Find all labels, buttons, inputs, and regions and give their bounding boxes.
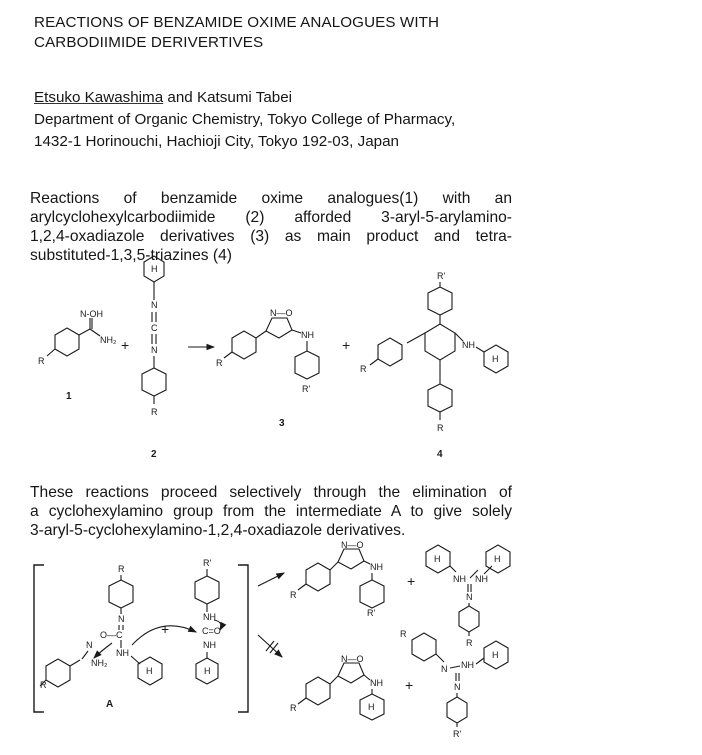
r-label: R	[290, 590, 297, 600]
summary-line-2: a cyclohexylamino group from the intermediate A to give solely	[30, 503, 512, 520]
r-label: R	[38, 356, 45, 366]
upper-arrow	[258, 573, 284, 586]
benzene-ring	[412, 633, 436, 661]
c-label: C	[151, 323, 158, 333]
r-prime-label: R'	[203, 558, 212, 568]
r-label: R	[466, 638, 473, 648]
n-label: N	[441, 664, 448, 674]
product-upper-guanidine	[426, 545, 510, 648]
h-label: H	[494, 554, 501, 564]
h-label: H	[492, 354, 499, 364]
abstract-line-3: 1,2,4-oxadiazole derivatives (3) as main product and tetra-	[30, 228, 512, 245]
benzene-ring	[46, 659, 70, 687]
compound-3	[216, 308, 319, 429]
title-line-2: CARBODIIMIDE DERIVERTIVES	[34, 34, 264, 51]
benzene-ring	[360, 580, 384, 608]
affiliation-line-1: Department of Organic Chemistry, Tokyo College of Pharmacy,	[34, 111, 456, 128]
compound-1-number: 1	[66, 391, 72, 402]
benzene-ring	[428, 287, 452, 315]
compound-3-number: 3	[279, 418, 285, 429]
benzene-ring	[459, 606, 479, 632]
curved-arrow	[94, 643, 112, 658]
r-label: R	[216, 358, 223, 368]
abstract-line-2: arylcyclohexylcarbodiimide (2) afforded 3-aryl-5-arylamino-	[30, 209, 512, 226]
nh-label: NH	[203, 640, 216, 650]
n-label: N	[86, 640, 93, 650]
compound-4-number: 4	[437, 449, 443, 460]
nh-label: NH	[301, 330, 314, 340]
plus-sign: +	[407, 573, 416, 589]
c-o-label: C=O	[202, 626, 221, 636]
product-upper-oxadiazole	[290, 540, 384, 618]
h-label: H	[146, 666, 153, 676]
r-prime-label: R'	[437, 271, 446, 281]
affiliation-line-2: 1432-1 Horinouchi, Hachioji City, Tokyo 192-03, Japan	[34, 133, 399, 150]
benzene-ring	[295, 351, 319, 379]
compound-1	[38, 309, 117, 402]
nh2-label: NH₂	[91, 658, 108, 668]
n-o-label: N—O	[341, 540, 364, 550]
nh-label: NH	[370, 562, 383, 572]
r-prime-label: R'	[302, 384, 311, 394]
r-label: R	[360, 364, 367, 374]
intermediate-a-left	[40, 564, 196, 710]
n-label: N	[151, 345, 158, 355]
triazine-ring	[425, 324, 455, 360]
h-label: H	[492, 650, 499, 660]
plus-sign: +	[342, 337, 351, 353]
benzene-ring	[195, 576, 219, 604]
title-line-1: REACTIONS OF BENZAMIDE OXIME ANALOGUES WITH	[34, 14, 440, 31]
n-label: N	[466, 592, 473, 602]
benzene-ring	[306, 677, 330, 705]
nh-label: NH	[453, 574, 466, 584]
nh2-label: NH₂	[100, 335, 117, 345]
benzene-ring	[378, 338, 402, 366]
n-o-label: N—O	[341, 654, 364, 664]
r-prime-label: R'	[367, 608, 376, 618]
abstract-line-4: substituted-1,3,5-triazines (4)	[30, 247, 232, 264]
intermediate-a-label: A	[106, 699, 114, 710]
nh-label: NH	[462, 340, 475, 350]
r-label: R	[400, 629, 407, 639]
nh-label: NH	[116, 648, 129, 658]
compound-4	[360, 271, 508, 460]
summary-line-1: These reactions proceed selectively through the elimination of	[30, 484, 512, 501]
right-bracket	[238, 565, 248, 712]
product-lower-oxadiazole	[290, 654, 384, 720]
r-label: R	[151, 407, 158, 417]
r-label: R	[118, 564, 125, 574]
product-lower-guanidine	[400, 629, 508, 739]
benzene-ring	[232, 331, 256, 359]
plus-sign: +	[121, 337, 130, 353]
author-conjunction: and	[163, 89, 197, 106]
h-label: H	[204, 666, 211, 676]
benzene-ring	[428, 384, 452, 412]
r-prime-label: R'	[453, 729, 462, 739]
nh-label: NH	[370, 678, 383, 688]
intermediate-a-right	[195, 558, 221, 684]
author-name-2: Katsumi Tabei	[196, 89, 293, 106]
oxadiazole-ring	[338, 663, 364, 683]
author-name-1: Etsuko Kawashima	[34, 89, 164, 106]
abstract-line-1: Reactions of benzamide oxime analogues(1) with an	[30, 190, 512, 207]
benzene-ring	[142, 368, 166, 396]
summary-line-3: 3-aryl-5-cyclohexylamino-1,2,4-oxadiazole derivatives.	[30, 522, 406, 539]
n-oh-label: N-OH	[80, 309, 103, 319]
r-label: R	[437, 423, 444, 433]
benzene-ring	[447, 697, 467, 723]
plus-sign: +	[405, 677, 414, 693]
compound-2-number: 2	[151, 449, 157, 460]
benzene-ring	[55, 328, 79, 356]
plus-sign: +	[161, 621, 170, 637]
n-label: N	[151, 300, 158, 310]
n-label: N	[454, 682, 461, 692]
h-label: H	[434, 554, 441, 564]
o-c-label: O—C	[100, 630, 123, 640]
r-label: R	[290, 703, 297, 713]
n-o-label: N—O	[270, 308, 293, 318]
oxadiazole-ring	[266, 318, 292, 338]
r-label: R	[40, 680, 47, 690]
benzene-ring	[306, 563, 330, 591]
nh-label: NH	[475, 574, 488, 584]
n-label: N	[118, 614, 125, 624]
h-label: H	[368, 702, 375, 712]
h-label: H	[151, 264, 158, 274]
oxadiazole-ring	[338, 549, 364, 569]
benzene-ring	[109, 580, 133, 608]
compound-2	[142, 256, 166, 460]
nh-label: NH	[203, 612, 216, 622]
nh-label: NH	[461, 660, 474, 670]
